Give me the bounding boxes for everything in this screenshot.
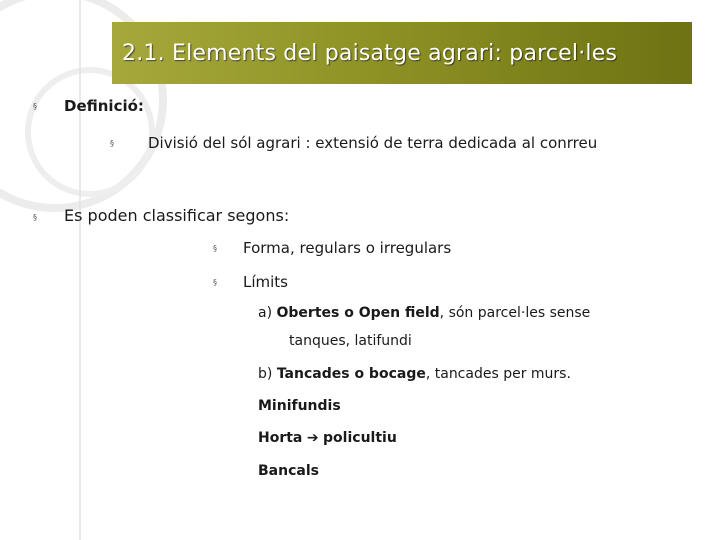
definicio-text: Divisió del sól agrari : extensió de terra dedicada al conrreu [148,134,598,152]
obertes-line: a) Obertes o Open field, són parcel·les sense [258,305,591,321]
bullet-forma: § [213,244,217,253]
bullet-definicio: § [33,102,37,111]
bullet-classificar: § [33,213,37,222]
title-banner [112,22,692,84]
arrow-right-icon: ➔ [306,430,319,446]
minifundis-text: Minifundis [258,398,341,414]
bullet-limits: § [213,278,217,287]
horta-line: Horta ➔ policultiu [258,430,397,446]
limits-text: Límits [243,273,288,291]
bancals-text: Bancals [258,463,319,479]
obertes-continuation: tanques, latifundi [289,333,412,349]
tancades-line: b) Tancades o bocage, tancades per murs. [258,366,571,382]
bullet-definicio-text: § [110,139,114,148]
decor-circle-small [28,70,152,194]
definicio-label: Definició: [64,97,144,115]
forma-text: Forma, regulars o irregulars [243,239,452,257]
slide-title: 2.1. Elements del paisatge agrari: parcel·les [122,40,618,66]
classificar-label: Es poden classificar segons: [64,206,290,225]
